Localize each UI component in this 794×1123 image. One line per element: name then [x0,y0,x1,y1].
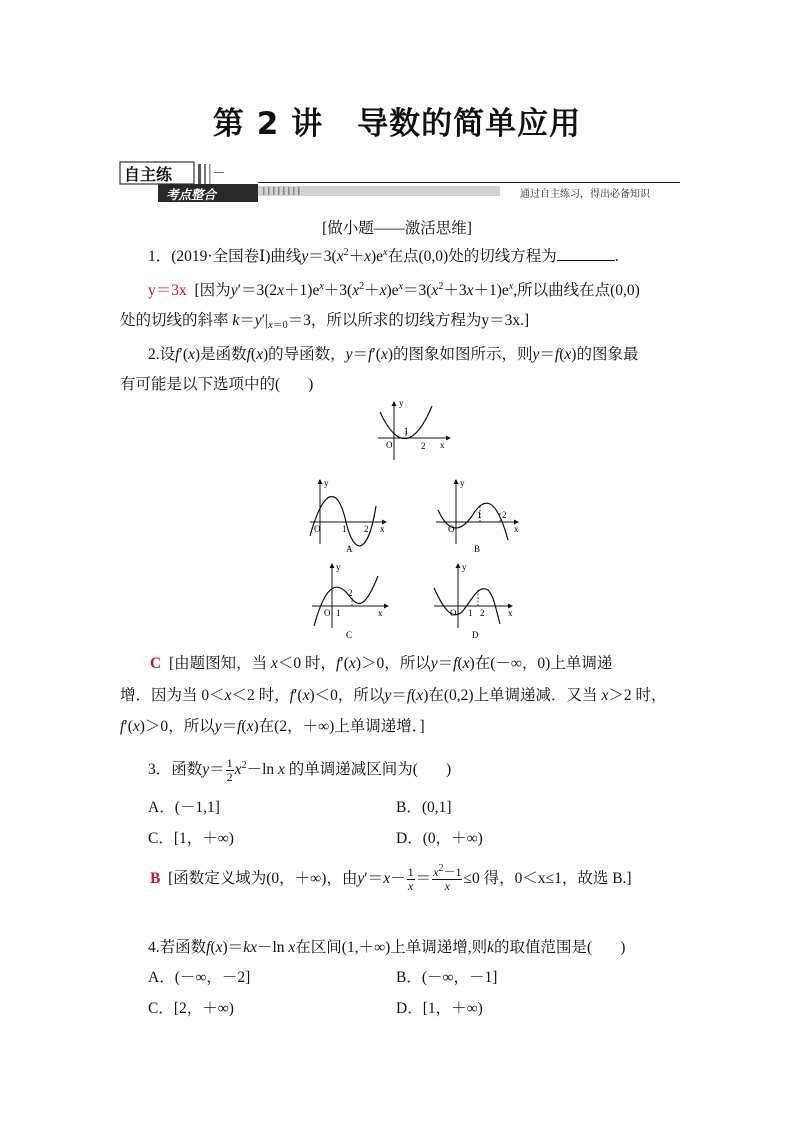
option-label-c: C [346,630,353,640]
graph-label-2: 2 [421,441,426,451]
q1-explain-e: y＝3x.] [481,312,530,329]
graph-label-2: 2 [364,524,369,534]
q1-explain-b: ,所以曲线在点(0,0) [513,282,640,299]
q4-option-c[interactable]: C．[2，＋∞) [148,1000,234,1017]
q3-option-c[interactable]: C．[1，＋∞) [148,830,234,847]
q2-answer-line1: C [由题图知，当 x＜0 时，f′(x)＞0，所以y＝f(x)在(－∞，0)上单调递 [150,655,613,672]
q3-explain-b: ≤0 得，0＜x≤1，故选 B.] [463,870,632,887]
q3-line: 3．函数y＝ $\frac{1}{2}$ $x^2-\ln$ x 的单调递减区间为( ) [148,755,452,784]
graph-label-y: y [336,562,341,572]
q3-fraction-2: $\frac{x^2-1}{x}$ [433,862,462,893]
q2-option-graph-a [306,476,392,558]
graph-label-o: O [386,440,393,450]
q2-explain-1a: [由题图知，当 [168,655,268,672]
graph-label-y: y [460,478,465,488]
graph-label-2: 2 [480,608,485,618]
graph-label-y: y [462,562,467,572]
q3-fraction-1: $\frac{1}{x}$ [407,864,414,893]
q2-text-c: 的导函数， [268,346,346,363]
q4-text-a: 4.若函数 [148,939,207,956]
q1-answer-line: y＝3x [因为$y'=3(2x+1)e^x+3(x^2+x)e^x=3(x^2+3x+1)e^x$,所以曲线在点(0,0) [148,280,640,299]
q3-text-a: 3．函数 [148,761,203,778]
q2-text-e: 的图象最 [576,346,639,363]
option-label-a: A [346,544,353,554]
q3-text-b: 的单调递减区间为( [288,761,418,778]
graph-label-o: O [450,608,457,618]
q2-explain-2b: 时， [258,687,290,704]
q1-explain-a: [因为 [194,282,231,299]
q4-option-a[interactable]: A．(－∞，－2] [148,969,251,986]
q2-explain-1b: 时， [305,655,337,672]
banner-right-text: 通过自主练习，得出必备知识 [520,189,650,200]
q2-text-d: 的图象如图所示，则 [393,346,533,363]
graph-label-1: 1 [404,426,409,436]
q2-explain-3a: ，所以 [168,718,215,735]
graph-label-x: x [380,524,385,534]
q1-answer: y＝3x [148,282,187,299]
q4-text-b: 在区间(1,＋∞)上单调递增,则 [295,939,488,956]
q2-answer-line2: 增．因为当 0＜x＜2 时，f′(x)＜0，所以y＝f(x)在(0,2)上单调递减．又当 x＞2 时， [120,687,667,704]
q2-answer-line3: f′(x)＞0，所以y＝f(x)在(2，＋∞)上单调递增．] [120,718,425,735]
graph-label-1: 1 [336,608,341,618]
q2-answer: C [150,655,162,672]
section-banner [118,158,680,204]
q4-text-c: 的取值范围是( [494,939,593,956]
q4-text-d: ) [620,939,626,956]
q2-line2 [120,374,680,396]
q2-explain-2a: 增．因为当 [120,687,198,704]
section-heading: [做小题——激活思维] [322,220,472,237]
q1-answer-line2: 处的切线的斜率 $k=y'|_{x=0}=3$，所以所求的切线方程为y＝3x.] [120,312,530,331]
q2-text-f: 有可能是以下选项中的( [120,376,281,393]
q1-explain-d: ＝3，所以所求的切线方程为 [287,312,482,329]
q2-option-graph-c [308,560,394,642]
q2-derivative-graph [374,398,454,464]
q3-answer: B [150,870,161,887]
banner-left-label: 自主练 [124,165,173,184]
graph-label-x: x [508,608,513,618]
q1-source: (2019·全国卷Ⅰ) [171,248,271,265]
q3-option-a[interactable]: A．(－1,1] [148,799,220,816]
graph-label-1: 1 [477,510,482,520]
graph-label-1: 1 [342,524,347,534]
title-part1: 第 2 讲 [212,106,324,142]
option-label-d: D [472,630,479,640]
q1-explain-c: 处的切线的斜率 [120,312,229,329]
q3-explain-a: [函数定义域为(0，＋∞)，由 [168,870,358,887]
q1-line: 1．(2019·全国卷Ⅰ)曲线$y=3(x^2+x)e^x$在点(0,0)处的切线方程为 . [148,246,619,265]
q1-blank [557,246,615,261]
q2-explain-2d: 在(0,2)上单调递减．又当 [428,687,598,704]
q4-option-b[interactable]: B．(－∞，－1] [396,969,498,986]
graph-label-o: O [314,524,321,534]
title-part2: 导数的简单应用 [357,106,582,142]
q3-answer-line: B [函数定义域为(0，＋∞)，由y′＝x－ $\frac{1}{x}$ ＝ $\frac{x^2-1}{x}$ ≤0 得，0＜x≤1，故选 B.] [150,862,632,893]
graph-label-y: y [324,478,329,488]
q3-option-d[interactable]: D．(0，＋∞) [396,830,483,847]
graph-label-o: O [324,608,331,618]
q2-explain-1d: 在(－∞，0)上单调递 [474,655,613,672]
graph-label-x: x [378,608,383,618]
q2-explain-1c: ，所以 [384,655,431,672]
graph-label-x: x [514,524,519,534]
graph-label-1: 1 [468,608,473,618]
q1-number: 1． [148,248,172,265]
graph-label-x: x [440,440,445,450]
graph-label-y: y [399,398,404,408]
q2-explain-3b: 在(2，＋∞)上单调递增．] [258,718,425,735]
page-title [0,98,794,143]
graph-label-o: O [448,524,455,534]
q2-line1: 2.设f′(x)是函数f(x)的导函数，y＝f′(x)的图象如图所示，则y＝f(x)的图象最 [148,346,639,363]
q2-explain-2e: 时， [635,687,667,704]
q2-explain-2c: ，所以 [337,687,385,704]
graph-label-2: 2 [502,510,507,520]
q2-option-graph-b [432,476,524,558]
q3-option-b[interactable]: B．(0,1] [396,799,452,816]
q2-option-graph-d [430,560,520,642]
graph-label-2: 2 [348,588,353,598]
q3-text-c: ) [445,761,452,778]
q1-text-a: 曲线 [270,248,302,265]
q1-text-b: 在点(0,0)处的切线方程为 [387,248,557,265]
q3-fraction: $\frac{1}{2}$ [226,755,233,784]
q2-text-a: 2.设 [148,346,176,363]
q2-text-g: ) [308,376,314,393]
option-label-b: B [474,544,481,554]
q4-line: 4.若函数f(x)＝kx－ln x在区间(1,＋∞)上单调递增,则k的取值范围是( ) [148,939,626,956]
q4-option-d[interactable]: D．[1，＋∞) [396,1000,483,1017]
banner-sub-label: 考点整合 [166,187,217,202]
q2-text-b: 是函数 [200,346,247,363]
